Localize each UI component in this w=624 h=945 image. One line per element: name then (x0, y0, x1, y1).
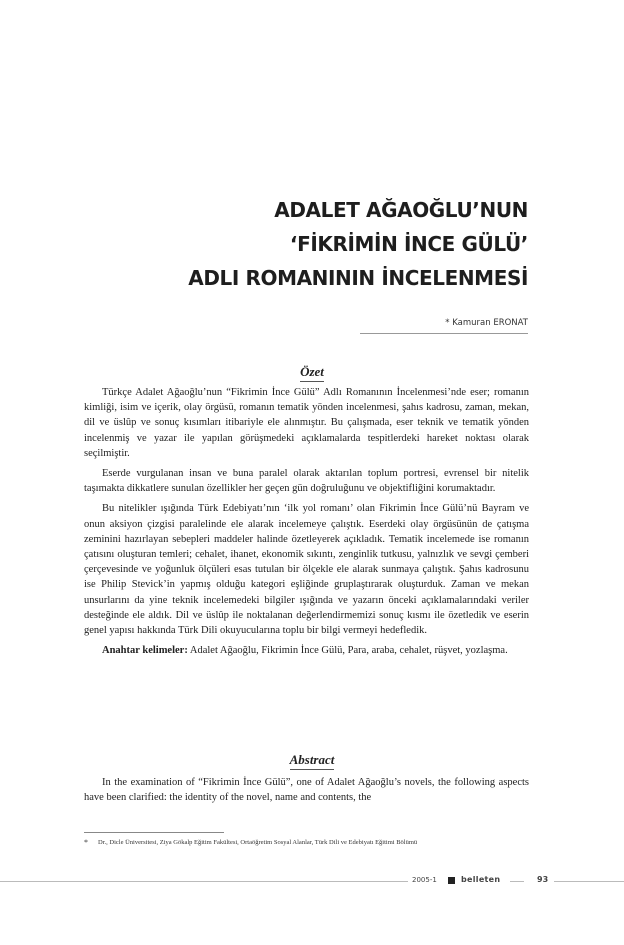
ozet-paragraph-1: Türkçe Adalet Ağaoğlu’nun “Fikrimin İnce Gülü” Adlı Romanının İncelenmesi’nde eser; romanın kimliği, isim ve içerik, olay örgüsü, romanın tematik yönden incelenmesi, şahıs kadrosu, zaman, mekan, dil ve üslûp ve sonuç kısımları itibariyle ele alınmıştır. Bu çalışmada, eser teknik ve tematik yönden incelenmiş ve yazar ile yapılan görüşmedeki açıklamalarda tespitlerdeki hareket noktası olarak seçilmiştir. (84, 387, 529, 459)
ozet-body (84, 385, 529, 663)
keywords-label: Anahtar kelimeler: (102, 645, 188, 657)
footer-page-number: 93 (537, 875, 549, 884)
keywords-paragraph (84, 643, 529, 658)
ozet-heading-text: Özet (300, 364, 324, 382)
footer-rule-right (554, 881, 624, 882)
title-line-1: ADALET AĞAOĞLU’NUN (274, 198, 528, 222)
author-divider (360, 333, 528, 334)
footnote-marker: * (84, 838, 88, 847)
title-line-3: ADLI ROMANININ İNCELENMESİ (188, 266, 528, 290)
footer-journal: belleten (461, 875, 501, 884)
author-name: * Kamuran ERONAT (445, 318, 528, 328)
footnote-text: Dr., Dicle Üniversitesi, Ziya Gökalp Eğitim Fakültesi, Ortaöğretim Sosyal Alanlar, Türk Dili ve Edebiyatı Eğitimi Bölümü (98, 839, 418, 846)
ozet-paragraph-2: Eserde vurgulanan insan ve buna paralel olarak aktarılan toplum portresi, evrensel bir nitelik taşımakta dikkatlere sunulan özellikler her geçen gün doğruluğunu ve objektifliğini korumaktadır. (84, 468, 529, 495)
abstract-paragraph-1: In the examination of “Fikrimin İnce Gülü”, one of Adalet Ağaoğlu’s novels, the following aspects have been clarified: the identity of the novel, name and contents, the (84, 777, 529, 804)
abstract-heading (0, 752, 624, 770)
footer-rule-mid (510, 881, 524, 882)
ozet-heading (0, 364, 624, 382)
footer-rule-left (0, 881, 408, 882)
footer-issue: 2005-1 (412, 876, 437, 884)
keywords-text: Adalet Ağaoğlu, Fikrimin İnce Gülü, Para, araba, cehalet, rüşvet, yozlaşma. (187, 645, 508, 657)
ozet-paragraph-3: Bu nitelikler ışığında Türk Edebiyatı’nın ‘ilk yol romanı’ olan Fikrimin İnce Gülü’nü Bayram ve onun aksiyon çizgisi paralelinde ele alarak incelemeye çalıştık. Eserdeki olay örgüsünün de çatışma zeminini hazırlayan sebepleri maddeler halinde özetleyerek açıkladık. Tematik incelemede ise romanın çatısını oluşturan temleri; cehalet, ihanet, ekonomik sıkıntı, zenginlik tutkusu, yalnızlık ve sevgi çemberi çerçevesinde ve yoğunluk ölçüleri esas tutulan bir ölçekle ele alarak sunmaya çalıştık. Şahıs kadrosunu ise Philip Stevick’in yapmış olduğu kategori eşliğinde gruplaştırarak oluşturduk. Zaman ve mekan unsurlarını da yine teknik incelemedeki bilgiler ışığında ve yazarın önceki açıklamalarındaki veriler desteğinde ele aldık. Dil ve üslûp ile noktalanan değerlendirmemizi sonuç kısmı ile özetledik ve eserin genel yapısı hakkında Türk Dili okuyucularına toplu bir bilgi vermeyi hedefledik. (84, 503, 529, 637)
title-line-2: ‘FİKRİMİN İNCE GÜLÜ’ (289, 232, 528, 256)
footnote-divider (84, 832, 224, 833)
abstract-heading-text: Abstract (290, 752, 335, 770)
page-footer (0, 875, 624, 887)
article-title (108, 193, 528, 295)
abstract-body (84, 775, 529, 810)
footer-square-icon (448, 877, 455, 884)
footnote (84, 838, 529, 848)
